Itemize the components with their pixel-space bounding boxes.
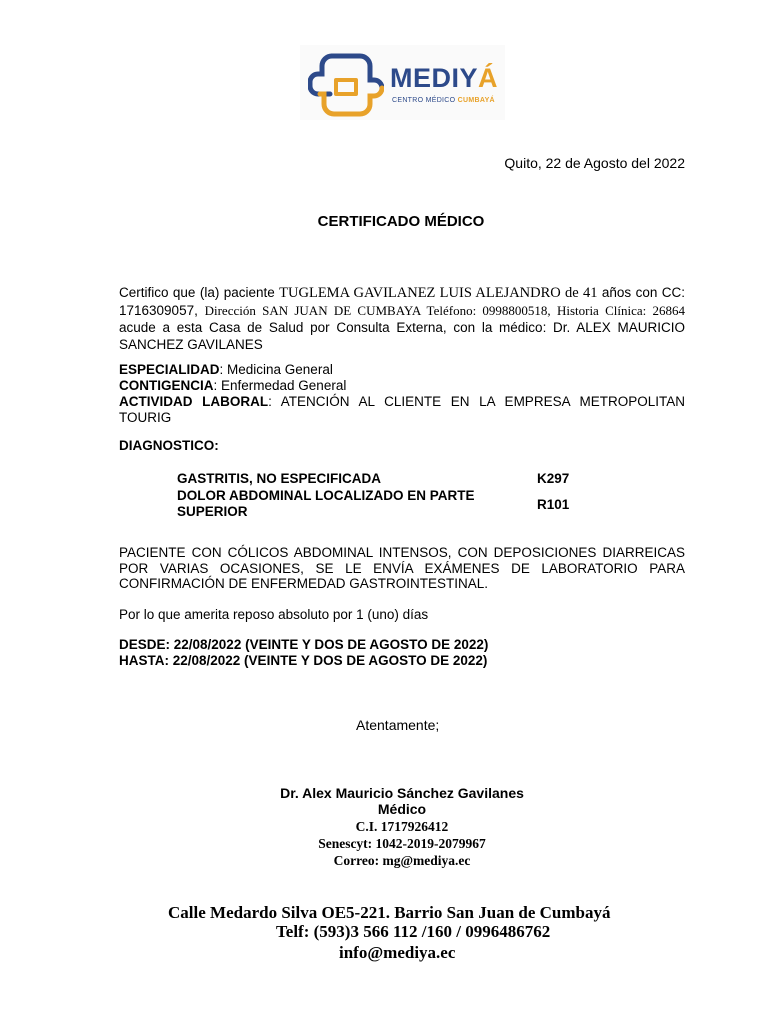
logo-wordmark xyxy=(390,63,498,94)
certify-address: Dirección SAN JUAN DE CUMBAYA Teléfono: 0998800518, Historia Clínica: 26864 xyxy=(204,303,685,318)
certify-id: años con CC: 1716309057, xyxy=(119,285,685,318)
especialidad-field xyxy=(119,362,685,378)
footer-email: info@mediya.ec xyxy=(339,943,456,962)
doctor-email: Correo: mg@mediya.ec xyxy=(333,853,471,868)
clinic-logo xyxy=(300,45,505,120)
certify-intro: Certifico que (la) paciente xyxy=(119,285,280,300)
certify-rest: acude a esta Casa de Salud por Consulta Externa, con la médico: Dr. ALEX MAURICIO SANCHEZ GAVILANES xyxy=(119,320,685,352)
contigencia-value: : Enfermedad General xyxy=(213,378,347,393)
rest-from-date: DESDE: 22/08/2022 (VEINTE Y DOS DE AGOSTO DE 2022) xyxy=(119,637,489,652)
contigencia-label: CONTIGENCIA xyxy=(119,378,214,393)
contigencia-field xyxy=(119,378,685,394)
actividad-value: : ATENCIÓN AL CLIENTE EN LA EMPRESA METROPOLITAN TOURIG xyxy=(119,394,685,425)
certification-paragraph xyxy=(119,284,685,353)
doctor-senescyt: Senescyt: 1042-2019-2079967 xyxy=(318,836,486,851)
mediya-cross-icon xyxy=(308,50,384,118)
especialidad-label: ESPECIALIDAD xyxy=(119,362,220,377)
diagnosis-name: GASTRITIS, NO ESPECIFICADA xyxy=(177,471,382,486)
rest-to-date: HASTA: 22/08/2022 (VEINTE Y DOS DE AGOSTO DE 2022) xyxy=(119,653,488,668)
doctor-ci: C.I. 1717926412 xyxy=(355,819,449,834)
footer-address: Calle Medardo Silva OE5-221. Barrio San Juan de Cumbayá xyxy=(168,903,611,922)
diagnosis-code: K297 xyxy=(537,471,570,486)
rest-statement: Por lo que amerita reposo absoluto por 1 (uno) días xyxy=(119,607,429,622)
diagnostico-heading: DIAGNOSTICO: xyxy=(119,438,219,453)
patient-name: TUGLEMA GAVILANEZ LUIS ALEJANDRO de 41 xyxy=(279,285,598,301)
date-line: Quito, 22 de Agosto del 2022 xyxy=(504,155,685,171)
especialidad-value: : Medicina General xyxy=(219,362,333,377)
logo-subtitle xyxy=(392,97,495,104)
diagnosis-name: DOLOR ABDOMINAL LOCALIZADO EN PARTE SUPERIOR xyxy=(177,488,475,519)
logo-subtitle-text: CENTRO MÉDICO xyxy=(392,97,458,104)
closing-salutation: Atentamente; xyxy=(356,717,440,733)
diagnosis-code: R101 xyxy=(537,497,570,512)
actividad-field xyxy=(119,394,685,426)
logo-subtitle-accent: CUMBAYÁ xyxy=(457,97,495,104)
footer-phone: Telf: (593)3 566 112 /160 / 0996486762 xyxy=(276,922,551,941)
document-title: CERTIFICADO MÉDICO xyxy=(317,213,485,230)
doctor-role: Médico xyxy=(377,801,427,817)
observation-paragraph: PACIENTE CON CÓLICOS ABDOMINAL INTENSOS, CON DEPOSICIONES DIARREICAS POR VARIAS OCASIONES, SE LE ENVÍA EXÁMENES DE LABORATORIO PARA CONFIRMACIÓN DE ENFERMEDAD GASTROINTESTINAL. xyxy=(119,545,685,591)
logo-brand-accent: Á xyxy=(478,63,499,93)
doctor-name: Dr. Alex Mauricio Sánchez Gavilanes xyxy=(280,785,524,801)
actividad-label: ACTIVIDAD LABORAL xyxy=(119,394,269,409)
logo-brand: MEDIY xyxy=(390,63,479,93)
